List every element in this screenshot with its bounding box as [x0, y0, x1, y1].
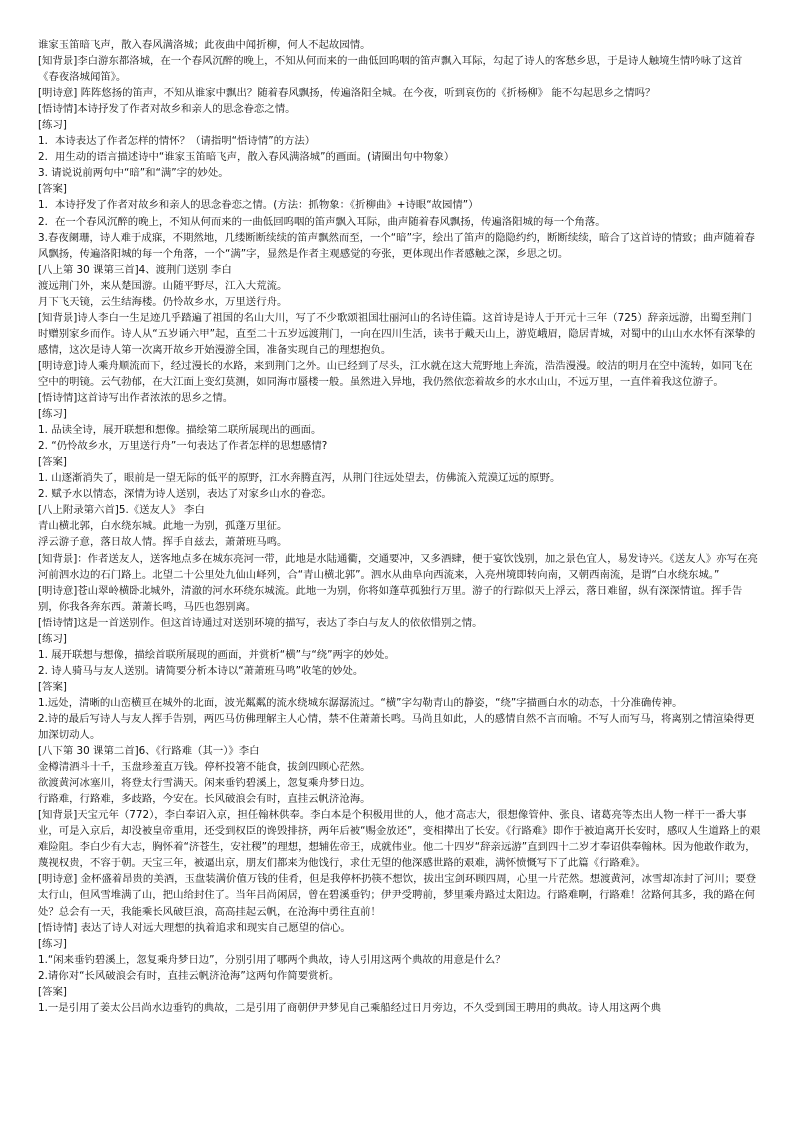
- text-line: 金樽清酒斗十千，玉盘珍羞直万钱。停杯投箸不能食，拔剑四顾心茫然。: [38, 761, 371, 774]
- text-line: [知背景]：作者送友人，送客地点多在城东亮河一带，此地是水陆通衢，交通要冲，又多酒肆，便于宴饮饯别，加之景色宜人，易发诗兴。《送友人》亦写在亮河前泗水边的石门路上。北望二十公里处九仙山峄列，合“青山横北郭”。泗水从曲阜向西流来，入亮州境即转向南，又朝西南流，是谓“白水绕东城。”: [38, 552, 758, 581]
- text-line: 1. 展开联想与想像，描绘首联所展现的画面，并赏析“横”与“绕”两字的妙处。: [38, 648, 395, 661]
- text-line: [悟诗情]本诗抒发了作者对故乡和亲人的思念眷恋之情。: [38, 103, 296, 116]
- text-line: 1．本诗抒发了作者对故乡和亲人的思念眷恋之情。(方法：抓物象：《折柳曲》+诗眼“故园情”）: [38, 199, 479, 212]
- text-line: [明诗意]诗人乘舟顺流而下，经过漫长的水路，来到荆门之外。山已经到了尽头，江水就在这大荒野地上奔流，浩浩漫漫。皎洁的明月在空中流转，如同飞在空中的明镜。云气勃郁，在大江面上变幻莫测，如同海市蜃楼一般。虽然进入异地，我仍然依恋着故乡的水水山山，不远万里，一直伴着我这位游子。: [38, 359, 753, 388]
- text-line: 3.春夜阑珊，诗人难于成寐，不期然地，几缕断断续续的笛声飘然而至，一个“暗”字，绘出了笛声的隐隐约约，断断续续，暗合了这首诗的情致；曲声随着春风飘扬，传遍洛阳城的每一个角落，一个“满”字，显然是作者主观感觉的夸张，更体现出作者感触之深，乡思之切。: [38, 231, 755, 260]
- text-line: [明诗意]苍山翠岭横卧北城外，清澈的河水环绕东城流。此地一为别，你将如蓬草孤独行万里。游子的行踪似天上浮云，落日难留，纵有深深情谊。挥手告别，你我各奔东西。萧萧长鸣，马匹也怨别离。: [38, 584, 743, 613]
- text-line: 渡远荆门外，来从楚国游。山随平野尽，江入大荒流。: [38, 279, 288, 292]
- text-line: 2.请你对“长风破浪会有时，直挂云帆济沧海”这两句作简要赏析。: [38, 969, 340, 982]
- text-line: [悟诗情] 表达了诗人对远大理想的执着追求和现实自己愿望的信心。: [38, 921, 351, 934]
- document-body: [38, 37, 762, 1016]
- text-line: [知背景]诗人李白一生足迹几乎踏遍了祖国的名山大川，写了不少歌颂祖国壮丽河山的名诗佳篇。这首诗是诗人于开元十三年（725）辞亲远游，出蜀至荆门时赠别家乡而作。诗人从“五岁诵六甲”起，直至二十五岁远渡荆门，一向在四川生活，读书于戴天山上，游览峨眉，隐居青城，对蜀中的山山水水怀有深挚的感情，这次是诗人第一次离开故乡开始漫游全国，准备实现自己的理想抱负。: [38, 311, 756, 356]
- text-line: 2. 诗人骑马与友人送别。请简要分析本诗以“萧萧班马鸣”收笔的妙处。: [38, 664, 364, 677]
- text-line: 2. “仍怜故乡水，万里送行舟”一句表达了作者怎样的思想感情?: [38, 440, 328, 453]
- text-line: [悟诗情]这首诗写出作者浓浓的思乡之情。: [38, 392, 234, 405]
- text-line: [答案]: [38, 456, 67, 469]
- text-line: 3. 请说说前两句中“暗”和“满”字的妙处。: [38, 167, 229, 180]
- text-line: 月下飞天镜，云生结海楼。仍怜故乡水，万里送行舟。: [38, 295, 288, 308]
- text-line: [练习]: [38, 937, 67, 950]
- text-line: 1．本诗表达了作者怎样的情怀？（请指明“悟诗情”的方法）: [38, 135, 316, 148]
- text-line: [八下第 30 课第二首]6、《行路难（其一）》李白: [38, 745, 260, 758]
- text-line: [知背景]天宝元年（772），李白奉诏入京，担任翰林供奉。李白本是个积极用世的人，他才高志大，很想像管仲、张良、诸葛亮等杰出人物一样干一番大事业，可是入京后，却没被皇帝重用，还受到权臣的谗毁排挤，两年后被“赐金放还”，变相撵出了长安。《行路难》即作于被迫离开长安时，感叹人生道路上的艰难险阻。李白少有大志，胸怀着“济苍生，安社稷”的理想，想辅佐帝王，成就伟业。他二十四岁“辞亲远游”直到四十二岁才奉诏供奉翰林。因为他敢作敢为，蔑视权贵，不容于朝。天宝三年，被逼出京，朋友们都来为他饯行，求仕无望的他深感世路的艰难，满怀愤慨写下了此篇《行路难》。: [38, 809, 761, 870]
- text-line: 1.“闲来垂钓碧溪上，忽复乘舟梦日边”，分别引用了哪两个典故，诗人引用这两个典故的用意是什么？: [38, 953, 506, 966]
- text-line: 1. 山逐渐消失了，眼前是一望无际的低平的原野，江水奔腾直泻，从荆门往远处望去，仿佛流入荒漠辽远的原野。: [38, 472, 561, 485]
- text-line: 2. 赋予水以情态，深情为诗人送别，表达了对家乡山水的眷恋。: [38, 488, 332, 501]
- text-line: [知背景]李白游东都洛城，在一个春风沉醉的晚上，不知从何而来的一曲低回呜咽的笛声飘入耳际，勾起了诗人的客愁乡思，于是诗人触境生情吟咏了这首《春夜洛城闻笛》。: [38, 55, 743, 84]
- text-line: 欲渡黄河冰塞川，将登太行雪满天。闲来垂钓碧溪上，忽复乘舟梦日边。: [38, 777, 371, 790]
- text-line: 谁家玉笛暗飞声，散入春风满洛城；此夜曲中闻折柳，何人不起故园情。: [38, 39, 371, 51]
- text-line: 1.远处，清晰的山峦横亘在城外的北面，波光粼粼的流水绕城东潺潺流过。“横”字勾勒青山的静姿，“绕”字描画白水的动态，十分准确传神。: [38, 696, 683, 709]
- text-line: [答案]: [38, 985, 67, 998]
- text-line: [答案]: [38, 183, 67, 196]
- text-line: [明诗意] 金杯盛着昂贵的美酒，玉盘装满价值万钱的佳肴，但是我停杯扔筷不想饮，拔出宝剑环顾四周，心里一片茫然。想渡黄河，冰雪却冻封了河川；要登太行山，但风雪堆满了山，把山给封住了。当年吕尚闲居，曾在碧溪垂钓；伊尹受聘前，梦里乘舟路过太阳边。行路难啊，行路难！岔路何其多，我的路在何处？总会有一天，我能乘长风破巨浪，高高挂起云帆，在沧海中勇往直前！: [38, 873, 756, 918]
- text-line: 青山横北郭，白水绕东城。此地一为别，孤蓬万里征。: [38, 520, 288, 533]
- text-line: [悟诗情]这是一首送别作。但这首诗通过对送别环境的描写，表达了李白与友人的依依惜别之情。: [38, 616, 483, 629]
- text-line: 行路难，行路难，多歧路，今安在。长风破浪会有时，直挂云帆济沧海。: [38, 793, 371, 806]
- text-line: 2.诗的最后写诗人与友人挥手告别，两匹马仿佛理解主人心情，禁不住萧萧长鸣。马尚且如此，人的感情自然不言而喻。不写人而写马，将离别之情渲染得更加深切动人。: [38, 712, 755, 742]
- text-line: 1.一是引用了姜太公吕尚水边垂钓的典故，二是引用了商朝伊尹梦见自己乘船经过日月旁边，不久受到国王聘用的典故。诗人用这两个典: [38, 1001, 661, 1014]
- text-line: 2．用生动的语言描述诗中“谁家玉笛暗飞声，散入春风满洛城”的画面。(请圈出句中物象）: [38, 151, 455, 164]
- text-line: 1. 品读全诗，展开联想和想像。描绘第二联所展现出的画面。: [38, 424, 322, 437]
- text-line: [八上附录第六首]5.《送友人》 李白: [38, 504, 205, 517]
- text-line: 2．在一个春风沉醉的晚上，不知从何而来的一曲低回呜咽的笛声飘入耳际，曲声随着春风飘扬，传遍洛阳城的每一个角落。: [38, 215, 606, 228]
- text-line: [答案]: [38, 680, 67, 693]
- text-line: [八上第 30 课第三首]4、渡荆门送别 李白: [38, 263, 232, 276]
- text-line: 浮云游子意，落日故人情。挥手自兹去，萧萧班马鸣。: [38, 536, 288, 549]
- text-line: [练习]: [38, 119, 67, 132]
- text-line: [练习]: [38, 408, 67, 421]
- text-line: [明诗意] 阵阵悠扬的笛声，不知从谁家中飘出？随着春风飘扬，传遍洛阳全城。在今夜，听到哀伤的《折杨柳》 能不勾起思乡之情吗？: [38, 87, 656, 100]
- text-line: [练习]: [38, 632, 67, 645]
